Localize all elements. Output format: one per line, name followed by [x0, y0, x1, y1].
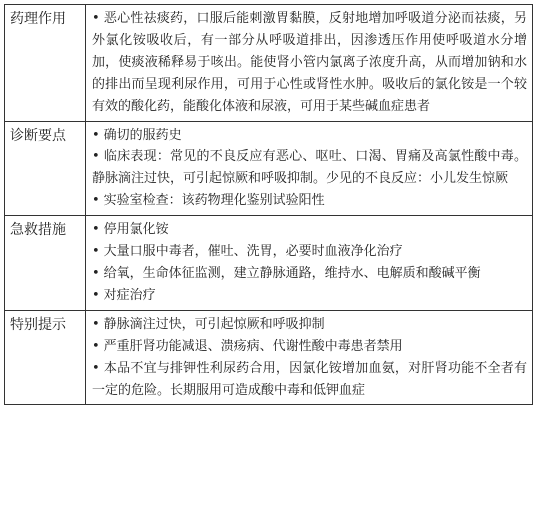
bullet-icon: •	[92, 149, 100, 165]
row-content-cell	[86, 121, 533, 216]
row-content-cell	[86, 5, 533, 122]
row-label: 特别提示	[10, 316, 66, 333]
list-item-text: 大量口服中毒者，催吐、洗胃，必要时血液净化治疗	[103, 244, 403, 260]
row-label: 诊断要点	[10, 127, 66, 144]
bullet-icon: •	[92, 127, 100, 143]
list-item	[92, 146, 527, 190]
bullet-icon: •	[92, 316, 100, 332]
info-table	[4, 4, 533, 405]
row-content-cell	[86, 310, 533, 405]
bullet-icon: •	[92, 338, 100, 354]
list-item	[92, 190, 527, 212]
row-label-cell	[5, 5, 86, 122]
row-label-cell	[5, 216, 86, 311]
list-item-text: 对症治疗	[103, 287, 156, 303]
table-row-diagnosis	[5, 121, 533, 216]
bullet-icon: •	[92, 360, 100, 376]
list-item-text: 停用氯化铵	[103, 222, 169, 238]
info-table-body	[5, 5, 533, 405]
row-label-cell	[5, 121, 86, 216]
bullet-icon: •	[92, 265, 100, 281]
list-item-text: 本品不宜与排钾性利尿药合用，因氯化铵增加血氨，对肝肾功能不全者有一定的危险。长期服用可造成酸中毒和低钾血症	[92, 360, 527, 398]
list-item	[92, 314, 527, 336]
list-item-text: 静脉滴注过快，可引起惊厥和呼吸抑制	[103, 316, 325, 332]
list-item	[92, 285, 527, 307]
row-content-cell	[86, 216, 533, 311]
list-item	[92, 336, 527, 358]
list-item	[92, 241, 527, 263]
list-item	[92, 263, 527, 285]
row-content	[86, 122, 532, 216]
row-content	[86, 311, 532, 405]
row-label: 药理作用	[10, 11, 66, 27]
row-content	[86, 216, 532, 310]
row-content	[86, 5, 532, 121]
bullet-icon: •	[92, 11, 100, 26]
bullet-icon: •	[92, 193, 100, 209]
list-item-text: 确切的服药史	[103, 127, 182, 143]
table-row-first-aid	[5, 216, 533, 311]
list-item-text: 给氧，生命体征监测，建立静脉通路，维持水、电解质和酸碱平衡	[103, 265, 481, 281]
row-label-cell	[5, 310, 86, 405]
bullet-icon: •	[92, 222, 100, 238]
list-item	[92, 8, 527, 118]
list-item	[92, 125, 527, 147]
bullet-icon: •	[92, 244, 100, 260]
table-row-special-notes	[5, 310, 533, 405]
list-item	[92, 219, 527, 241]
list-item-text: 恶心性祛痰药，口服后能刺激胃黏膜，反射地增加呼吸道分泌而祛痰，另外氯化铵吸收后，有一部分从呼吸道排出，因渗透压作用使呼吸道水分增加，使痰液稀释易于咳出。能使肾小管内氯离子浓度升高，从而增加钠和水的排出而呈现利尿作用，可用于心性或肾性水肿。吸收后的氯化铵是一个较有效的酸化药，能酸化体液和尿液，可用于某些碱血症患者	[92, 11, 527, 114]
list-item-text: 实验室检查：该药物理化鉴别试验阳性	[103, 193, 325, 209]
bullet-icon: •	[92, 287, 100, 303]
list-item-text: 严重肝肾功能减退、溃疡病、代谢性酸中毒患者禁用	[103, 338, 403, 354]
row-label: 急救措施	[10, 222, 66, 239]
list-item	[92, 358, 527, 402]
list-item-text: 临床表现：常见的不良反应有恶心、呕吐、口渴、胃痛及高氯性酸中毒。静脉滴注过快，可引起惊厥和呼吸抑制。少见的不良反应：小儿发生惊厥	[92, 149, 527, 187]
table-row-pharmacology	[5, 5, 533, 122]
